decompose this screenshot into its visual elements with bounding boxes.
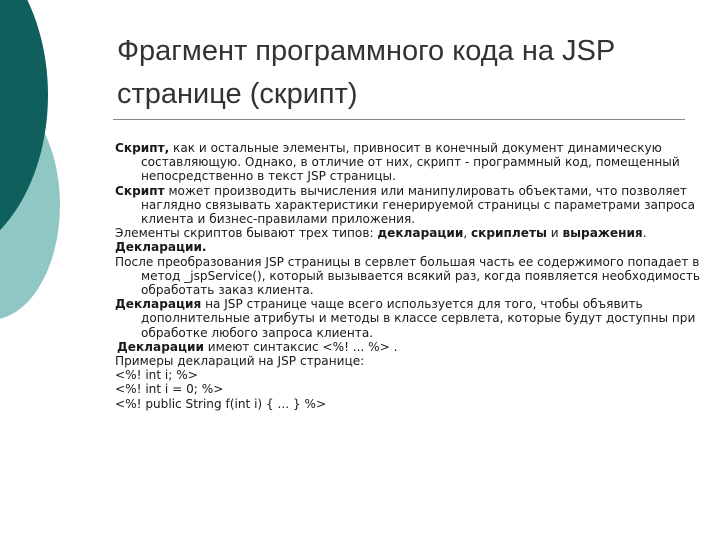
slide-title: Фрагмент программного кода на JSP странице (скрипт) xyxy=(117,35,615,110)
term-declarations: декларации xyxy=(377,226,464,241)
paragraph-script-usage xyxy=(115,184,710,227)
term-declarations: Декларации. xyxy=(115,240,207,255)
code-example-1: <%! int i; %> xyxy=(115,368,198,383)
text: имеют синтаксис <%! ... %> . xyxy=(203,339,398,354)
code-example-3: <%! public String f(int i) { ... } %> xyxy=(115,396,327,411)
text: , xyxy=(463,226,472,241)
paragraph-script-intro xyxy=(115,141,710,184)
paragraph-examples-heading xyxy=(115,354,710,368)
paragraph-declaration-syntax xyxy=(115,340,710,354)
code-example-2: <%! int i = 0; %> xyxy=(115,382,224,397)
title-divider xyxy=(113,119,685,120)
slide-body xyxy=(115,141,710,411)
term-expressions: выражения xyxy=(562,226,643,241)
paragraph-jsp-service xyxy=(115,255,710,298)
text: Элементы скриптов бывают трех типов: xyxy=(115,226,378,241)
paragraph-declaration-usage xyxy=(115,297,710,340)
decorative-teal-shapes xyxy=(0,0,110,540)
term-declaration: Декларация xyxy=(115,297,202,312)
paragraph-script-types xyxy=(115,226,710,240)
term-script: Скрипт, xyxy=(115,141,170,155)
term-scriptlets: скриплеты xyxy=(471,226,547,241)
text: как и остальные элементы, привносит в конечный документ динамическую составляющую. Однако, в отличие от них, скрипт - программный код, помещенный непосредственно в текст JSP страницы. xyxy=(141,141,680,184)
term-script: Скрипт xyxy=(115,183,165,198)
text: и xyxy=(546,226,563,241)
term-declarations: Декларации xyxy=(117,339,204,354)
text: может производить вычисления или манипулировать объектами, что позволяет наглядно связывать характеристики генерируемой страницы с параметрами запроса клиента и бизнес-правилами приложения. xyxy=(141,183,695,227)
text: . xyxy=(642,226,647,241)
heading-declarations xyxy=(115,240,710,254)
text: После преобразования JSP страницы в сервлет большая часть ее содержимого попадает в метод _jspService(), который вызывается всякий раз, когда появляется необходимость обработать заказ клиента. xyxy=(115,254,701,298)
text: Примеры деклараций на JSP странице: xyxy=(115,354,365,369)
text: на JSP странице чаще всего используется для того, чтобы объявить дополнительные атрибуты и методы в классе сервлета, которые будут доступны при обработке любого запроса клиента. xyxy=(141,297,696,340)
